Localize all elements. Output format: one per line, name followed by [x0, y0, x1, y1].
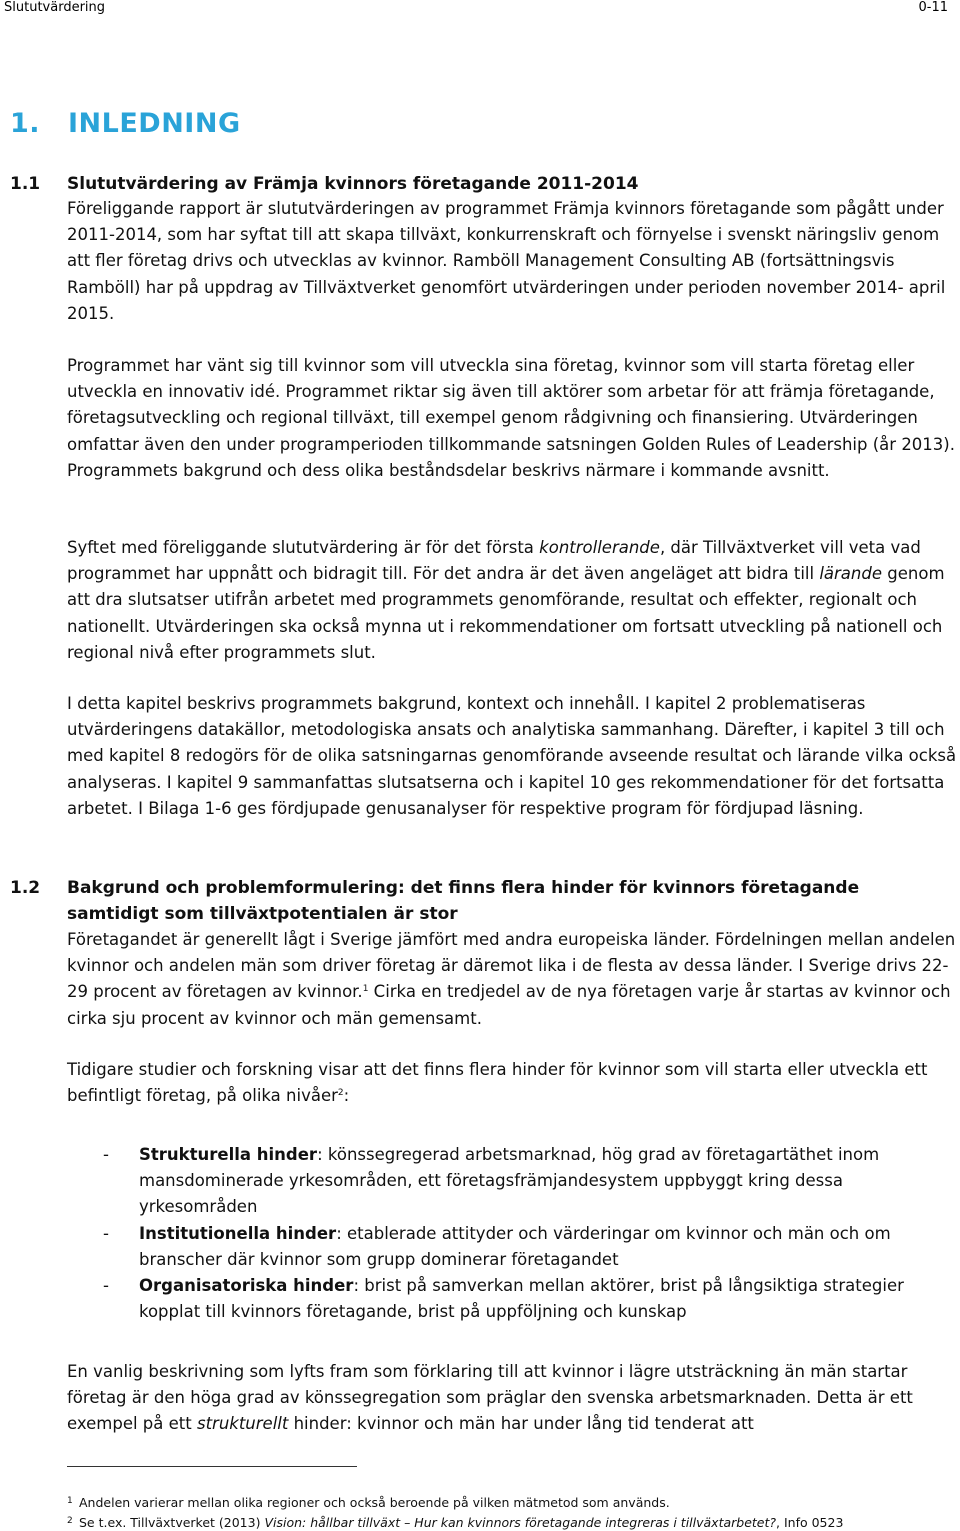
header-doc-title: Slututvärdering [4, 0, 106, 15]
paragraph: Föreliggande rapport är slututvärderingen av programmet Främja kvinnors företagande som pågått under 2011-2014, som har syftat till att skapa tillväxt, konkurrenskraft och förnyelse i svenskt näringsliv genom att fler företag drivs och utvecklas av kvinnor. Ramböll Management Consulting AB (fortsättningsvis Ramböll) har på uppdrag av Tillväxtverket genomfört utvärderingen under perioden november 2014- april 2015. [67, 199, 946, 323]
chapter-title: INLEDNING [68, 108, 241, 139]
chapter-heading [10, 108, 241, 139]
section-1-1-heading [10, 171, 947, 197]
footnote: 1 Andelen varierar mellan olika regioner och också beroende på vilken mätmetod som används. [67, 1495, 670, 1510]
paragraph: I detta kapitel beskrivs programmets bakgrund, kontext och innehåll. I kapitel 2 problematiseras utvärderingens datakällor, metodologiska ansats och analytiska sammanhang. Därefter, i kapitel 3 till och med kapitel 8 redogörs för de olika satsningarnas genomförande avseende resultat och lärande vilka också analyseras. I kapitel 9 sammanfattas slutsatserna och i kapitel 10 ges rekommendationer för det fortsatta arbetet. I Bilaga 1-6 ges fördjupade genusanalyser för respektive program för fördjupad läsning. [67, 694, 957, 818]
chapter-number: 1. [10, 108, 41, 139]
obstacle-list [67, 1142, 960, 1325]
list-term: Organisatoriska hinder [139, 1276, 354, 1296]
section-number: 1.2 [10, 878, 41, 898]
paragraph: Syftet med föreliggande slututvärdering är för det första kontrollerande, där Tillväxtverket vill veta vad programmet har uppnått och bidragit till. För det andra är det även angeläget att bidra till lärande genom att dra slutsatser utifrån arbetet med programmets genomförande, resultat och effekter, regionalt och nationellt. Utvärderingen ska också mynna ut i rekommendationer om fortsatt utveckling på nationell och regional nivå efter programmets slut. [67, 538, 945, 662]
footnote-ref[interactable]: 2 [337, 1088, 344, 1099]
footnote-ref[interactable]: 1 [362, 984, 369, 995]
paragraph: Företagandet är generellt lågt i Sverige jämfört med andra europeiska länder. Fördelningen mellan andelen kvinnor och andelen män som driver företag är däremot lika i de flesta av dessa länder. I Sverige drivs 22-29 procent av företagen av kvinnor.$^1$ Cirka en tredjedel av de nya företagen varje år startas av kvinnor och cirka sju procent av kvinnor och män gemensamt. [67, 930, 956, 1028]
footnote: 2 Se t.ex. Tillväxtverket (2013) Vision: hållbar tillväxt – Hur kan kvinnors företagande integreras i tillväxtarbetet?, Info 0523 [67, 1515, 844, 1530]
emphasis: lärande [819, 564, 883, 584]
running-header [0, 0, 960, 14]
emphasis: Vision: hållbar tillväxt – Hur kan kvinnors företagande integreras i tillväxtarbetet? [264, 1515, 777, 1530]
list-term: Institutionella hinder [139, 1223, 337, 1243]
header-page-number: 0-11 [918, 0, 948, 15]
list-term: Strukturella hinder [139, 1145, 318, 1164]
list-item: - Organisatoriska hinder: brist på samverkan mellan aktörer, brist på långsiktiga strategier kopplat till kvinnors företagande, brist på uppföljning och kunskap [103, 1276, 904, 1322]
section-1-2-heading [10, 875, 947, 927]
paragraph: En vanlig beskrivning som lyfts fram som förklaring till att kvinnor i lägre utsträckning än män startar företag är den höga grad av könssegregation som präglar den svenska arbetsmarknaden. Detta är ett exempel på ett strukturellt hinder: kvinnor och män har under lång tid tenderat att [67, 1362, 913, 1434]
paragraph: Tidigare studier och forskning visar att det finns flera hinder för kvinnor som vill starta eller utveckla ett befintligt företag, på olika nivåer$^2$: [67, 1060, 928, 1106]
paragraph: Programmet har vänt sig till kvinnor som vill utveckla sina företag, kvinnor som vill starta företag eller utveckla en innovativ idé. Programmet riktar sig även till aktörer som arbetar för att främja företagande, företagsutveckling och regional tillväxt, till exempel genom rådgivning och finansiering. Utvärderingen omfattar även den under programperioden tillkommande satsningen Golden Rules of Leadership (år 2013). Programmets bakgrund och dess olika beståndsdelar beskrivs närmare i kommande avsnitt. [67, 356, 955, 480]
list-item: - Institutionella hinder: etablerade attityder och värderingar om kvinnor och män och om branscher där kvinnor som grupp dominerar företagandet [103, 1223, 891, 1269]
emphasis: kontrollerande [539, 538, 660, 557]
list-item: - Strukturella hinder: könssegregerad arbetsmarknad, hög grad av företagartäthet inom mansdominerade yrkesområden, ett företagsfrämjandesystem uppbyggt kring dessa yrkesområden [103, 1145, 880, 1217]
section-title: Bakgrund och problemformulering: det finns flera hinder för kvinnors företagande samtidigt som tillväxtpotentialen är stor [67, 878, 860, 924]
section-number: 1.1 [10, 174, 41, 194]
footnote-divider [67, 1466, 357, 1467]
emphasis: strukturellt [196, 1414, 289, 1434]
section-title: Slututvärdering av Främja kvinnors företagande 2011-2014 [67, 174, 639, 194]
